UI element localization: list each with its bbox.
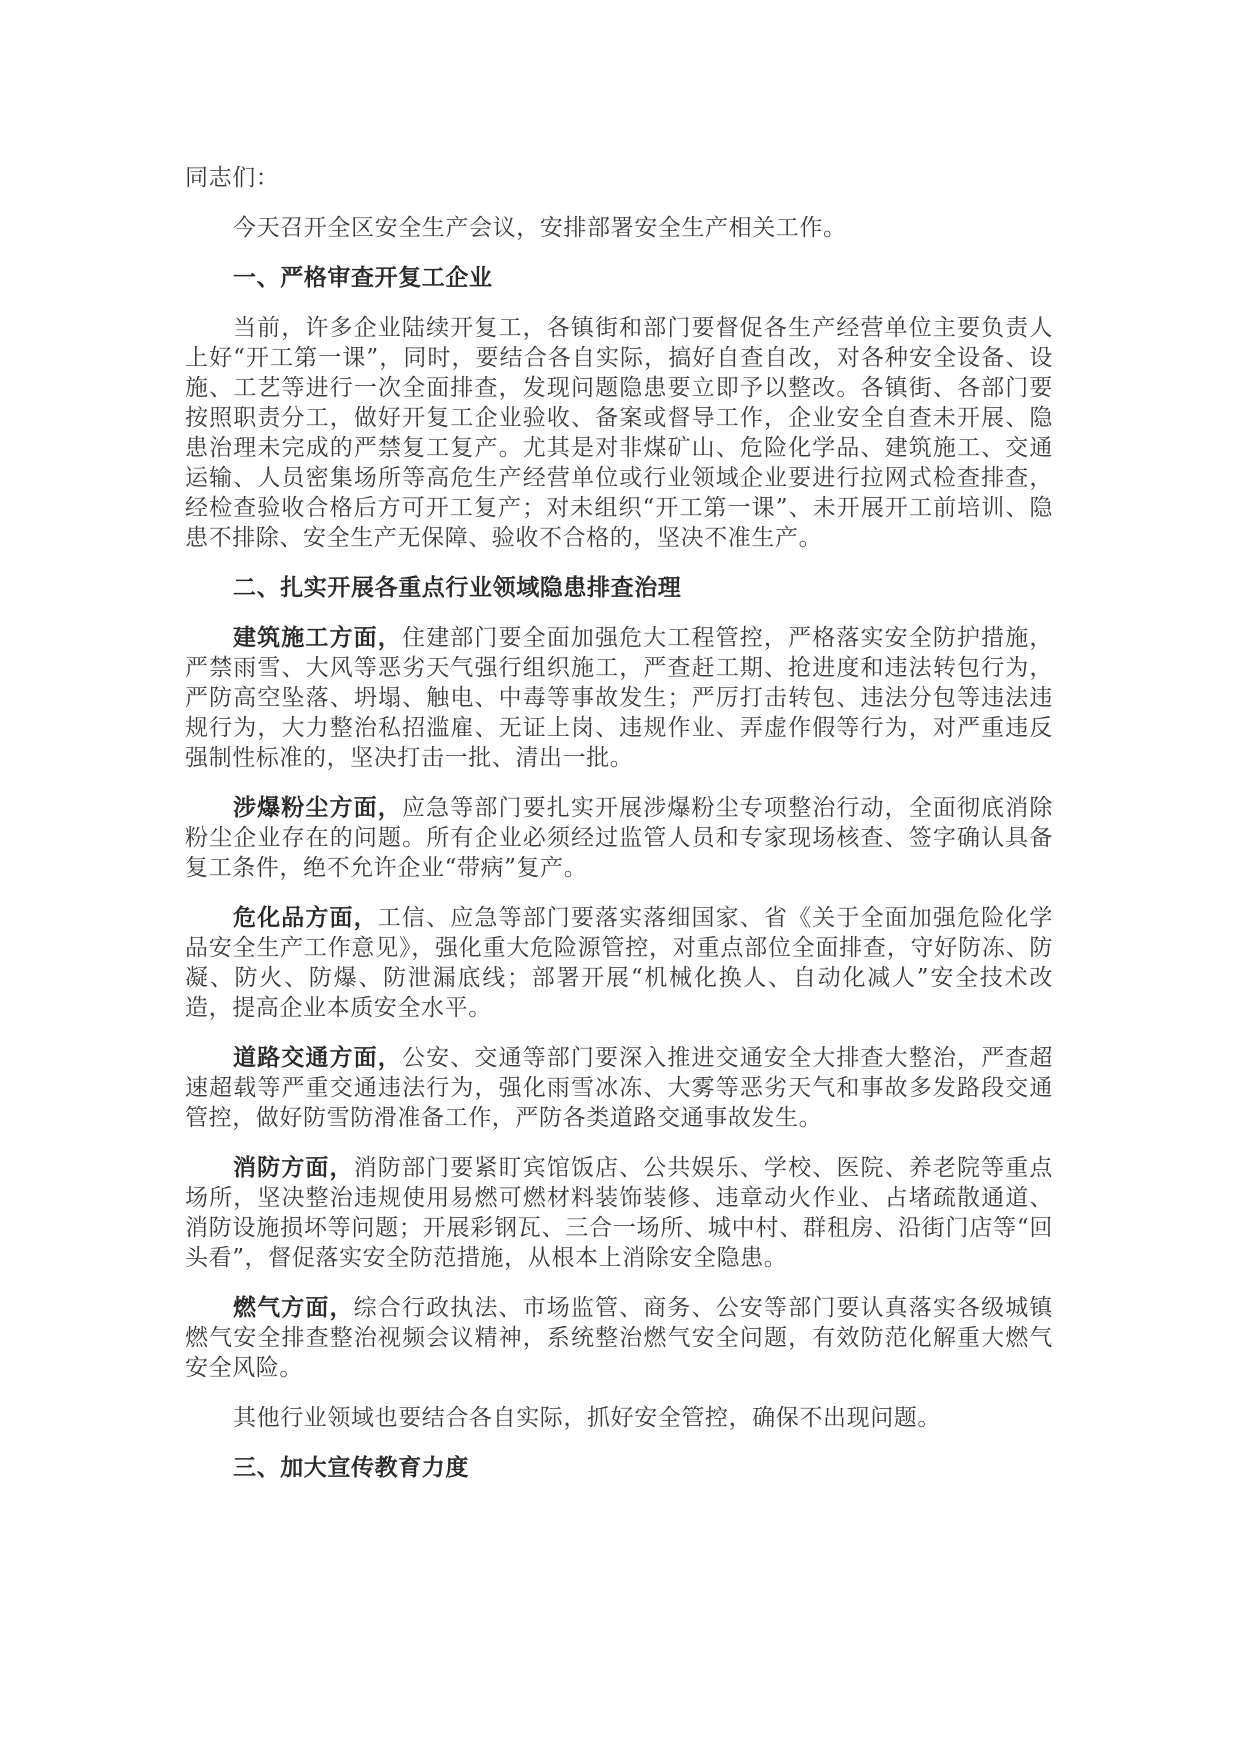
intro-paragraph: 今天召开全区安全生产会议，安排部署安全生产相关工作。 xyxy=(233,215,847,241)
paragraph-text: 综合行政执法、市场监管、商务、公安等部门要认真落实各级城镇燃气安全排查整治视频会议精神，系统整治燃气安全问题，有效防范化解重大燃气安全风险。 xyxy=(185,1295,1053,1381)
section-1-paragraph-1 xyxy=(185,313,1053,553)
section-2-hazchem xyxy=(185,903,1053,1023)
paragraph-text: 应急等部门要扎实开展涉爆粉尘专项整治行动，全面彻底消除粉尘企业存在的问题。所有企业必须经过监管人员和专家现场核查、签字确认具备复工条件，绝不允许企业“带病”复产。 xyxy=(185,795,1053,881)
paragraph-lead: 涉爆粉尘方面， xyxy=(233,795,402,821)
section-heading-2: 二、扎实开展各重点行业领域隐患排查治理 xyxy=(233,575,682,601)
paragraph-text: 当前，许多企业陆续开复工，各镇街和部门要督促各生产经营单位主要负责人上好“开工第一课”，同时，要结合各自实际，搞好自查自改，对各种安全设备、设施、工艺等进行一次全面排查，发现问题隐患要立即予以整改。各镇街、各部门要按照职责分工，做好开复工企业验收、备案或督导工作，企业安全自查未开展、隐患治理未完成的严禁复工复产。尤其是对非煤矿山、危险化学品、建筑施工、交通运输、人员密集场所等高危生产经营单位或行业领域企业要进行拉网式检查排查，经检查验收合格后方可开工复产；对未组织“开工第一课”、未开展开工前培训、隐患不排除、安全生产无保障、验收不合格的，坚决不准生产。 xyxy=(185,315,1053,551)
paragraph-text: 公安、交通等部门要深入推进交通安全大排查大整治，严查超速超载等严重交通违法行为，强化雨雪冰冻、大雾等恶劣天气和事故多发路段交通管控，做好防雪防滑准备工作，严防各类道路交通事故发生。 xyxy=(185,1045,1053,1131)
section-2-construction xyxy=(185,623,1053,773)
paragraph-text: 消防部门要紧盯宾馆饭店、公共娱乐、学校、医院、养老院等重点场所，坚决整治违规使用易燃可燃材料装饰装修、违章动火作业、占堵疏散通道、消防设施损坏等问题；开展彩钢瓦、三合一场所、城中村、群租房、沿街门店等“回头看”，督促落实安全防范措施，从根本上消除安全隐患。 xyxy=(185,1155,1053,1271)
section-2-road-traffic xyxy=(185,1043,1053,1133)
paragraph-lead: 危化品方面， xyxy=(233,905,378,931)
paragraph-text: 工信、应急等部门要落实落细国家、省《关于全面加强危险化学品安全生产工作意见》，强化重大危险源管控，对重点部位全面排查，守好防冻、防凝、防火、防爆、防泄漏底线；部署开展“机械化换人、自动化减人”安全技术改造，提高企业本质安全水平。 xyxy=(185,905,1053,1021)
paragraph-text: 其他行业领域也要结合各自实际，抓好安全管控，确保不出现问题。 xyxy=(233,1405,941,1431)
paragraph-lead: 燃气方面， xyxy=(233,1295,354,1321)
paragraph-lead: 道路交通方面， xyxy=(233,1045,402,1071)
section-heading-3: 三、加大宣传教育力度 xyxy=(233,1455,469,1481)
section-heading-1: 一、严格审查开复工企业 xyxy=(233,265,493,291)
paragraph-lead: 消防方面， xyxy=(233,1155,354,1181)
paragraph-lead: 建筑施工方面， xyxy=(233,625,402,651)
section-2-gas xyxy=(185,1293,1053,1383)
section-2-other xyxy=(185,1403,1053,1433)
salutation: 同志们： xyxy=(185,165,280,191)
document-page xyxy=(185,163,1053,1503)
section-2-fire xyxy=(185,1153,1053,1273)
section-2-dust xyxy=(185,793,1053,883)
paragraph-text: 住建部门要全面加强危大工程管控，严格落实安全防护措施，严禁雨雪、大风等恶劣天气强行组织施工，严查赶工期、抢进度和违法转包行为，严防高空坠落、坍塌、触电、中毒等事故发生；严厉打击转包、违法分包等违法违规行为，大力整治私招滥雇、无证上岗、违规作业、弄虚作假等行为，对严重违反强制性标准的，坚决打击一批、清出一批。 xyxy=(185,625,1053,771)
